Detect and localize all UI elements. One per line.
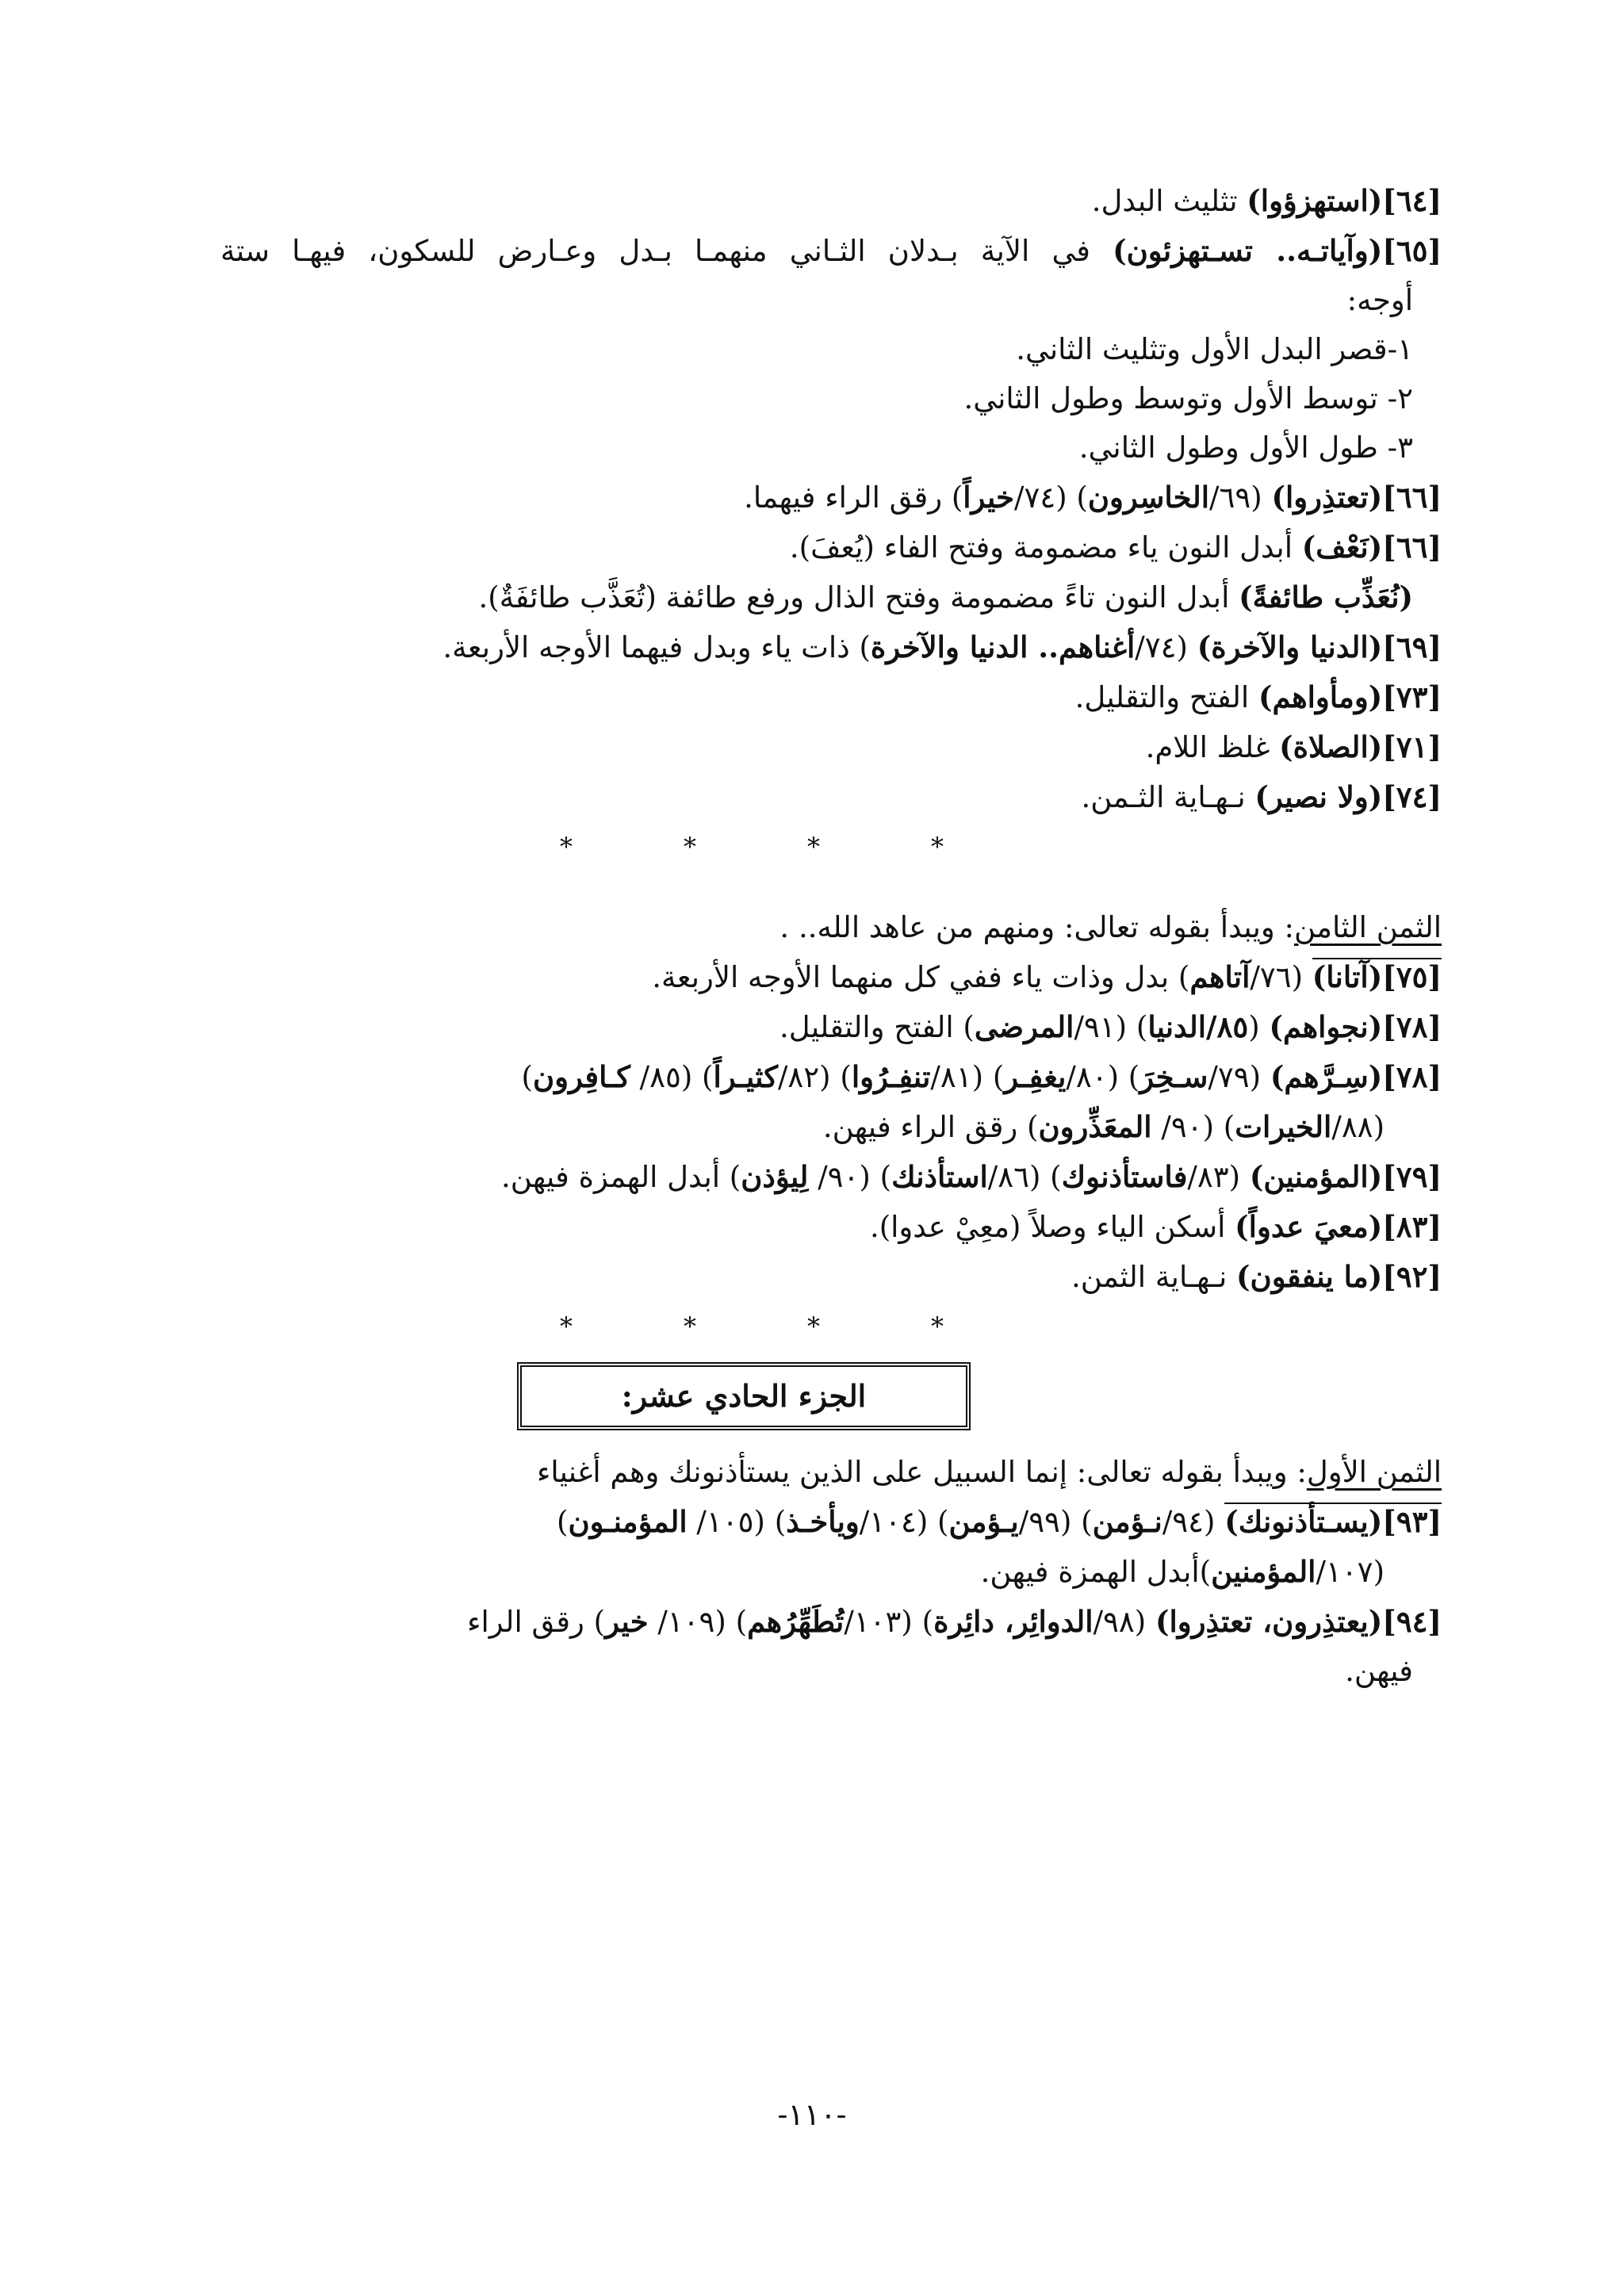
chapter-heading-wrap (220, 1362, 1267, 1430)
verse-word: [٦٦](نَعْف) (1301, 530, 1442, 565)
verse-word: أغناهم.. الدنيا والآخرة (870, 630, 1136, 664)
verse-word: ٨٥/الدنيا (1147, 1009, 1249, 1044)
separator-star: * (807, 1311, 820, 1342)
verse-word: [٧٣](ومأواهم) (1258, 679, 1442, 714)
verse-word: الخيرات (1235, 1109, 1332, 1144)
verse-word: [٧٤](ولا نصير) (1254, 779, 1442, 814)
verse-word: [٩٢](ما ينفقون) (1236, 1259, 1442, 1294)
rule-text: ) (٨٦/ (987, 1160, 1062, 1194)
rule-text: ٣- طول الأول وطول الثاني. (1078, 431, 1413, 465)
rule-text: )أبدل الهمزة فيهن. (980, 1555, 1212, 1589)
verse-word: [٩٤](يعتذِرون، تعتذِروا) (1155, 1604, 1442, 1639)
text-line (220, 722, 1442, 772)
rule-text: ) (٨٠/ (1066, 1060, 1140, 1094)
list-item (220, 374, 1442, 423)
section-separator (220, 1302, 1283, 1351)
verse-word: فاستأذنوك (1061, 1159, 1188, 1194)
rule-text: ) (٩١/ (1074, 1010, 1148, 1044)
section-title: الثمن الثامن (1293, 910, 1442, 944)
section-separator (220, 822, 1283, 871)
rule-text: (١٠٧/ (1316, 1555, 1385, 1589)
verse-word: [٧٥](آتانا) (1312, 959, 1442, 994)
text-line (220, 772, 1442, 822)
verse-word: الدوائِر، دائِرة (933, 1604, 1094, 1639)
verse-word: كثيـراً (713, 1059, 778, 1094)
rule-text: ) ذات ياء وبدل فيهما الأوجه الأربعة. (442, 630, 871, 664)
rule-text: ) (557, 1505, 569, 1539)
rule-text: ( (1248, 1010, 1270, 1044)
verse-word: آتاهم (1189, 959, 1251, 994)
text-line (220, 1547, 1442, 1597)
rule-text: (٩٤/ (1162, 1505, 1225, 1539)
verse-word: ويأخـذ (786, 1504, 860, 1539)
verse-word: [٦٥](وآياتـه.. تسـتهزئون) (1113, 233, 1442, 268)
verse-word: [٧١](الصلاة) (1279, 729, 1442, 764)
page-body (220, 176, 1442, 1696)
verse-word: استأذنك (891, 1159, 988, 1194)
text-line (220, 622, 1442, 672)
verse-word: لِيؤذن (741, 1159, 809, 1194)
rule-text: نـهـاية الثمن. (1071, 1260, 1237, 1294)
rule-text: ) الفتح والتقليل. (779, 1010, 975, 1044)
rule-text: ) (١٠٥/ (687, 1505, 787, 1539)
rule-text: (٩٨/ (1093, 1605, 1155, 1639)
verse-word: [٦٤](استهزؤوا) (1247, 183, 1442, 218)
rule-text: (٧٤/ (1135, 630, 1197, 664)
verse-word: [٦٩](الدنيا والآخرة) (1197, 630, 1442, 664)
rule-text: في الآية بـدلان الثـاني منهمـا بـدل وعـارض للسكون، فيهـا ستة (220, 234, 1113, 268)
rule-text: ) (٨٢/ (777, 1060, 852, 1094)
verse-word: [٧٩](المؤمنين) (1249, 1159, 1442, 1194)
verse-word: [٩٣](يسـتأذنونك) (1224, 1504, 1442, 1539)
rule-text: ) (٩٠/ (808, 1160, 892, 1194)
text-line (220, 1152, 1442, 1202)
rule-text: ) (٩٩/ (1018, 1505, 1093, 1539)
rule-text: ) (٩٠/ (1151, 1110, 1235, 1144)
verse-word: نـؤمن (1092, 1504, 1162, 1539)
rule-text: ) (٧٤/ (1014, 480, 1088, 515)
verse-word: سـخِرَ (1139, 1059, 1208, 1094)
text-line (220, 1202, 1442, 1252)
text-line (220, 1102, 1442, 1152)
rule-text: ) (١٠٩/ (648, 1605, 748, 1639)
text-line (220, 1002, 1442, 1052)
text-line (220, 176, 1442, 226)
separator-star: * (931, 832, 944, 862)
list-item (220, 423, 1442, 473)
rule-text: ) بدل وذات ياء ففي كل منهما الأوجه الأربعة. (652, 960, 1190, 994)
rule-text: أبدل النون ياء مضمومة وفتح الفاء (يُعفَ). (789, 530, 1302, 565)
rule-text: أبدل النون تاءً مضمومة وفتح الذال ورفع طائفة (تُعَذَّب طائفَةٌ). (478, 580, 1239, 614)
text-line (220, 473, 1442, 523)
verse-word: تنفِـرُوا (851, 1059, 931, 1094)
verse-word: [٧٨](نجواهم) (1269, 1009, 1442, 1044)
verse-word: تُطَهِّرُهم (747, 1604, 845, 1639)
text-line (220, 276, 1442, 325)
text-line (220, 1252, 1442, 1302)
verse-word: المرضى (974, 1009, 1074, 1044)
section-heading-line (220, 1448, 1442, 1497)
verse-word: المعَذِّرون (1038, 1109, 1152, 1144)
verse-word: [٧٨](سِـرَّهم) (1270, 1059, 1442, 1094)
text-line (220, 572, 1442, 622)
separator-star: * (931, 1311, 944, 1342)
text-line (220, 1052, 1442, 1102)
rule-text: ) رقق الراء فيهما. (744, 480, 963, 515)
rule-text: تثليث البدل. (1091, 184, 1247, 218)
rule-text: (٦٩/ (1209, 480, 1272, 515)
text-line (220, 1597, 1442, 1647)
text-line (220, 226, 1442, 276)
rule-text: ) (٨٥/ (630, 1060, 714, 1094)
separator-star: * (684, 832, 696, 862)
separator-star: * (684, 1311, 696, 1342)
rule-text: ١-قصر البدل الأول وتثليث الثاني. (1016, 332, 1413, 366)
rule-text: ٢- توسط الأول وتوسط وطول الثاني. (963, 381, 1413, 415)
verse-word: يـؤمن (948, 1504, 1019, 1539)
verse-word: خيراً (963, 480, 1014, 515)
rule-text: ) أبدل الهمزة فيهن. (501, 1160, 741, 1194)
rule-text: ) (٨١/ (930, 1060, 1005, 1094)
rule-text: ) (521, 1060, 533, 1094)
rule-text: (٧٦/ (1250, 960, 1312, 994)
list-item (220, 325, 1442, 374)
rule-text: : ويبدأ بقوله تعالى: إنما السبيل على الذين يستأذنونك وهم أغنياء (536, 1455, 1307, 1489)
rule-text: أوجه: (1346, 283, 1413, 317)
verse-word: (نُعَذِّب طائفةً) (1239, 580, 1413, 614)
verse-word: خير (605, 1604, 649, 1639)
verse-word: المؤمنين (1211, 1554, 1316, 1589)
rule-text: نـهـاية الثـمن. (1081, 780, 1255, 814)
separator-star: * (560, 832, 573, 862)
rule-text: (٨٣/ (1187, 1160, 1250, 1194)
rule-text: (٧٩/ (1208, 1060, 1270, 1094)
rule-text: فيهن. (1345, 1654, 1413, 1688)
verse-word: الخاسِرون (1087, 480, 1210, 515)
separator-star: * (807, 832, 820, 862)
rule-text: ) رقق الراء (467, 1605, 606, 1639)
rule-text: ) رقق الراء فيهن. (822, 1110, 1039, 1144)
verse-word: يغفِـر (1004, 1059, 1067, 1094)
rule-text: غلظ اللام. (1145, 730, 1280, 764)
rule-text: ) (١٠٤/ (859, 1505, 949, 1539)
page-number: -١١٠- (777, 2097, 847, 2132)
text-line (220, 1497, 1442, 1547)
text-line (220, 523, 1442, 572)
text-line (220, 952, 1442, 1002)
verse-word: [٨٣](معيَ عدواً) (1235, 1209, 1442, 1244)
text-line (220, 1647, 1442, 1696)
rule-text: ) (١٠٣/ (844, 1605, 934, 1639)
rule-text: أسكن الياء وصلاً (معِيْ عدوا). (869, 1210, 1235, 1244)
verse-word: كـافِرون (532, 1059, 630, 1094)
section-heading-line (220, 903, 1442, 952)
rule-text: (٨٨/ (1331, 1110, 1385, 1144)
section-title: الثمن الأول (1306, 1455, 1442, 1489)
verse-word: المؤمنـون (568, 1504, 688, 1539)
separator-star: * (560, 1311, 573, 1342)
rule-text: الفتح والتقليل. (1074, 680, 1258, 714)
rule-text: : ويبدأ بقوله تعالى: ومنهم من عاهد الله.. . (779, 910, 1294, 944)
text-line (220, 672, 1442, 722)
chapter-heading-box: الجزء الحادي عشر: (517, 1362, 971, 1430)
verse-word: [٦٦](تعتذِروا) (1271, 480, 1442, 515)
